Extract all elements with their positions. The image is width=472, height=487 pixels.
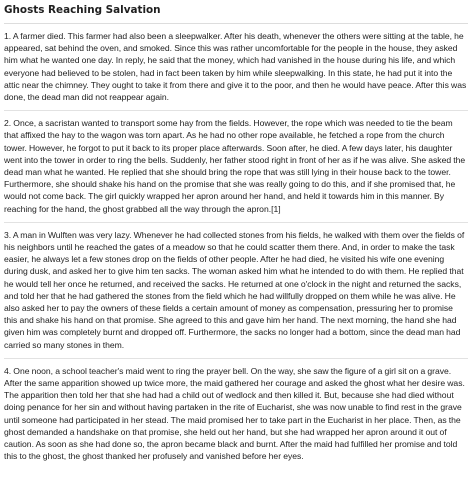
story-text-2: 2. Once, a sacristan wanted to transport some hay from the fields. However, the rope which was needed to tie the beam that affixed the hay to the wagon was torn apart. As he had no other rope available, he fetched a rope from the church tower. However, he forgot to put it back to its proper place afterwards. Soon after, he died. A few days later, his daughter went into the tower in order to ring the bells. Suddenly, her father stood right in front of her as if he was alive. She asked the dead man what he wanted. He replied that she should bring the rope that was still lying in their house back to the tower. Furthermore, she should shake his hand on the promise that she was really going to do this, and if she promised that, he would not come back. The girl quickly wrapped her apron around her hand, and held it towards him in this manner. By reaching for the hand, the ghost grabbed all the way through the apron. xyxy=(4,118,466,214)
story-text-1: 1. A farmer died. This farmer had also been a sleepwalker. After his death, whenever the others were sitting at the table, he appeared, sat behind the oven, and smoked. Since this was rather uncomfortable for the people in the house, they asked him what he wanted one day. In reply, he said that the money, which had vanished in the house during his life, and which everyone had believed to be stolen, had in fact been taken by him while sleepwalking. In this state, he had put it into the attic near the chimney. They ought to take it from there and give it to the poor, and then he would have peace. After this was done, the dead man did not reappear again. xyxy=(4,31,467,103)
footnote-ref-link[interactable]: [1] xyxy=(271,203,281,214)
story-item-1 xyxy=(4,24,468,111)
story-item-4 xyxy=(4,359,468,470)
page-title: Ghosts Reaching Salvation xyxy=(4,4,161,16)
story-item-3 xyxy=(4,223,468,359)
story-item-2 xyxy=(4,111,468,223)
story-text-4: 4. One noon, a school teacher's maid went to ring the prayer bell. On the way, she saw the figure of a girl sit on a grave. After the same apparition showed up twice more, the maid gathered her courage and asked the ghost what her desire was. The apparition then told her that she had had a child out of wedlock and then killed it. But, because she had died without doing penance for her sin and without having partaken in the rite of Eucharist, she was now unable to find rest in the grave until someone had participated in her stead. The maid promised her to take part in the Eucharist in her place. Then, as the ghost demanded a handshake on that promise, she held out her hand, but she had wrapped her apron around it out of caution. As soon as she had done so, the apron became black and burnt. After the maid had fulfilled her promise and told this to the ghost, the ghost thanked her profusely and vanished before her eyes. xyxy=(4,365,465,462)
story-paragraph-2 xyxy=(4,117,468,215)
story-text-3: 3. A man in Wulften was very lazy. Whenever he had collected stones from his fields, he walked with them over the fields of his neighbors until he reached the gates of a meadow so that he could scatter them there. And, in order to make the task easier, he always let a few stones drop on the fields of other people. After he had died, he visited his wife one evening during dusk, and asked her to give him ten sacks. The woman asked him what he intended to do with them. He replied that he would tell her once he returned, and received the sacks. He returned at one o'clock in the night and returned the sacks, and told her that he had gathered the stones from the field which he had willfully dropped on them while he was alive. He also asked her to pay the owners of these fields a certain amount of money as compensation, pressuring her to promise this and shake his hand on that promise. She agreed to this and gave him her hand. The next morning, the hand she had given him was completely burnt and dropped off. Furthermore, the sacks no longer had a bottom, since the dead man had carried so many stones in them. xyxy=(4,229,465,350)
